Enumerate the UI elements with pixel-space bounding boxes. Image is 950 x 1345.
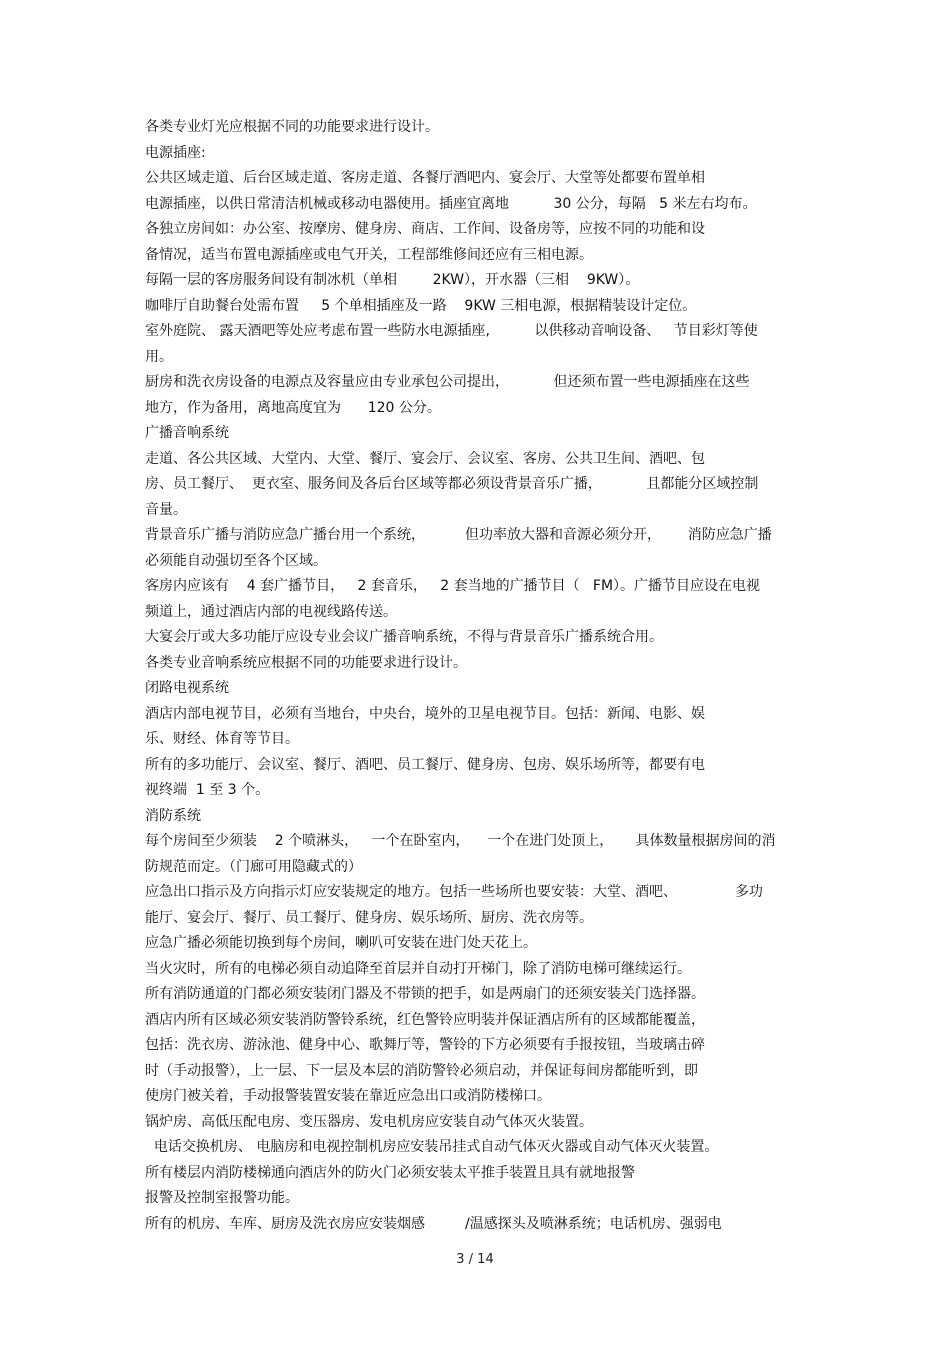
text-line: 大宴会厅或大多功能厅应设专业会议广播音响系统，不得与背景音乐广播系统合用。 [145,629,663,645]
text-line: 防规范而定。（门廊可用隐藏式的） [145,858,362,875]
text-line: 包括：洗衣房、游泳池、健身中心、歌舞厅等，警铃的下方必须要有手报按钮，当玻璃击碎 [145,1037,705,1053]
text-line: 酒店内部电视节目，必须有当地台，中央台，境外的卫星电视节目。包括：新闻、电影、娱 [145,705,705,722]
text-line: 所有消防通道的门都必须安装闭门器及不带锁的把手，如是两扇门的还须安装关门选择器。 [145,986,705,1002]
text-line: 广播音响系统 [145,425,229,441]
text-line: 酒店内所有区域必须安装消防警铃系统，红色警铃应明装并保证酒店所有的区域都能覆盖， [145,1011,705,1028]
text-line: 视终端 1 至 3 个。 [145,782,270,798]
text-line: 所有的机房、车库、厨房及洗衣房应安装烟感 /温感探头及喷淋系统；电话机房、强弱电 [145,1215,722,1232]
text-line: 每个房间至少须装 2 个喷淋头， 一个在卧室内， 一个在进门处顶上， 具体数量根据房间的消 [145,833,776,849]
text-line: 闭路电视系统 [145,680,229,696]
text-line: 用。 [145,348,173,365]
page-number: 3 / 14 [456,1252,494,1267]
text-line: 必须能自动强切至各个区域。 [145,552,327,569]
text-line: 房、员工餐厅、 更衣室、服务间及各后台区域等都必须设背景音乐广播， 且都能分区域控制 [145,476,759,492]
text-line: 所有楼层内消防楼梯通向酒店外的防火门必须安装太平推手装置且具有就地报警 [145,1164,635,1181]
text-line: 使房门被关着，手动报警装置安装在靠近应急出口或消防楼梯口。 [145,1088,551,1104]
text-line: 备情况，适当布置电源插座或电气开关，工程部维修间还应有三相电源。 [145,246,593,263]
text-line: 厨房和洗衣房设备的电源点及容量应由专业承包公司提出， 但还须布置一些电源插座在这些 [145,374,750,390]
text-line: 各独立房间如：办公室、按摩房、健身房、商店、工作间、设备房等，应按不同的功能和设 [145,221,705,237]
text-line: 报警及控制室报警功能。 [145,1190,299,1206]
text-line: 室外庭院、 露天酒吧等处应考虑布置一些防水电源插座, 以供移动音响设备、 节目彩灯等使 [145,323,758,339]
text-line: 背景音乐广播与消防应急广播台用一个系统， 但功率放大器和音源必须分开， 消防应急广播 [145,527,772,543]
text-line: 消防系统 [145,807,201,824]
text-line: 应急出口指示及方向指示灯应安装规定的地方。包括一些场所也要安装：大堂、酒吧、 多功 [145,884,763,900]
text-line: 频道上，通过酒店内部的电视线路传送。 [145,603,397,620]
text-line: 时（手动报警），上一层、下一层及本层的消防警铃必须启动，并保证每间房都能听到，即 [145,1062,698,1079]
text-line: 当火灾时，所有的电梯必须自动追降至首层并自动打开梯门，除了消防电梯可继续运行。 [145,960,691,977]
text-line: 能厅、宴会厅、餐厅、员工餐厅、健身房、娱乐场所、厨房、洗衣房等。 [145,909,593,926]
document-body [145,115,825,1237]
text-line: 所有的多功能厅、会议室、餐厅、酒吧、员工餐厅、健身房、包房、娱乐场所等，都要有电 [145,756,705,773]
text-line: 电源插座: [145,144,206,161]
text-line: 各类专业音响系统应根据不同的功能要求进行设计。 [145,654,467,671]
text-line: 电源插座，以供日常清洁机械或移动电器使用。插座宜离地 30 公分，每隔 5 米左右均布。 [145,195,757,212]
text-line: 乐、财经、体育等节目。 [145,731,299,747]
text-line: 地方，作为备用，离地高度宜为 120 公分。 [145,399,441,416]
text-line: 电话交换机房、 电脑房和电视控制机房应安装吊挂式自动气体灭火器或自动气体灭火装置。 [145,1139,719,1155]
text-line: 走道、各公共区域、大堂内、大堂、餐厅、宴会厅、会议室、客房、公共卫生间、酒吧、包 [145,450,705,467]
text-line: 锅炉房、高低压配电房、变压器房、发电机房应安装自动气体灭火装置。 [145,1113,593,1130]
text-line: 公共区域走道、后台区域走道、客房走道、各餐厅酒吧内、宴会厅、大堂等处都要布置单相 [145,170,705,186]
text-line: 客房内应该有 4 套广播节目， 2 套音乐， 2 套当地的广播节目（ FM）。广播节目应设在电视 [145,578,761,594]
text-line: 应急广播必须能切换到每个房间，喇叭可安装在进门处天花上。 [145,935,537,951]
text-line: 每隔一层的客房服务间设有制冰机（单相 2KW），开水器（三相 9KW）。 [145,272,640,288]
text-line: 咖啡厅自助餐台处需布置 5 个单相插座及一路 9KW 三相电源，根据精装设计定位。 [145,297,697,314]
text-line: 音量。 [145,501,187,518]
text-line: 各类专业灯光应根据不同的功能要求进行设计。 [145,119,439,135]
